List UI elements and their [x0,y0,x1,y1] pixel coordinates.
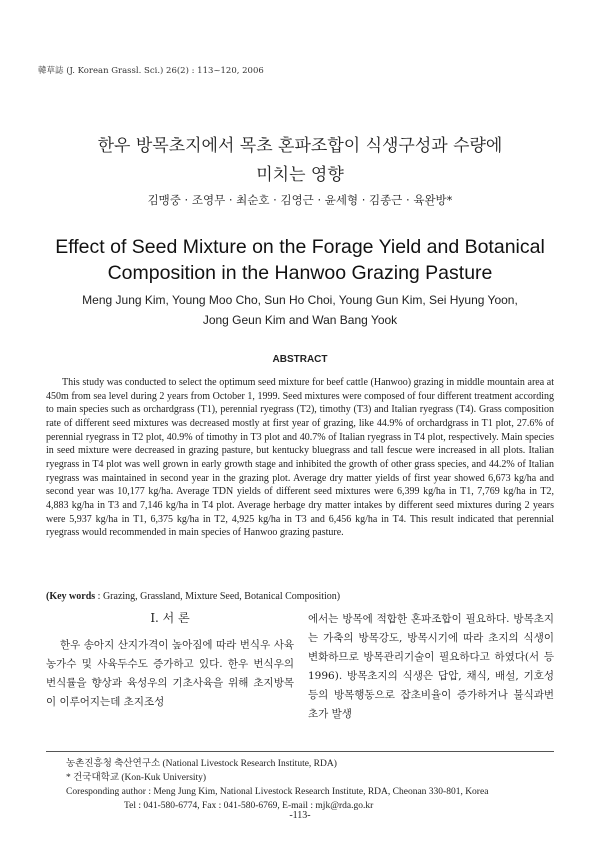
corresponding-author: Coresponding author : Meng Jung Kim, National Livestock Research Institute, RDA, Cheonan 330-801, Korea [66,787,489,797]
english-title-line-2: Composition in the Hanwoo Grazing Pasture [107,262,493,284]
keywords [46,591,554,602]
keywords-label: (Key words [46,591,96,602]
abstract-body: This study was conducted to select the optimum seed mixture for beef cattle (Hanwoo) grazing in middle mountain area at 450m from sea level during 2 years from October 1, 1999. Seed mixtures were composed of four different treatment according to main species such as orchardgrass (T1), perennial ryegrass (T2), timothy (T3) and Italian ryegrass (T4). Grass composition rate of different seed mixtures was decreased mostly at first year of grazing, like 44.9% of orchardgrass in T1 plot, 27.6% of perennial ryegrass in T2 plot, 40.9% of timothy in T3 plot and 40.7% of Italian ryegrass in T4 plot, respectively. Main species in seed mixture were decreased in grazing pasture, but kentucky bluegrass and tall fescue were increased in all plots. Italian ryegrass in T4 plot was well grown in early growth stage and inhibited the growth of other grass species, and 44.2% of Italian ryegrass was maintained in second year in the grazing plot. Average dry matter yields of first year showed 6,673 kg/ha and second year was 10,177 kg/ha. Average TDN yields of different seed mixtures were 6,399 kg/ha in T1, 7,769 kg/ha in T2, 4,883 kg/ha in T3 and 7,146 kg/ha in T4 plot. Average herbage dry matter intakes by different seed mixtures during 2 years were 5,937 kg/ha in T1, 6,375 kg/ha in T2, 4,925 kg/ha in T3 and 6,456 kg/ha in T4. This result indicated that perennial ryegrass would recommended in main species of Hanwoo grazing pasture. [46,377,554,539]
english-authors-line-2: Jong Geun Kim and Wan Bang Yook [202,313,398,327]
section-heading-introduction: Ⅰ. 서 론 [150,611,190,625]
affiliation-1: 농촌진흥청 축산연구소 (National Livestock Research Institute, RDA) [66,759,337,769]
contact-info: Tel : 041-580-6774, Fax : 041-580-6769, E-mail : mjk@rda.go.kr [124,801,374,811]
journal-citation: 韓草誌 (J. Korean Grassl. Sci.) 26(2) : 113~120, 2006 [38,66,264,76]
abstract-heading: ABSTRACT [272,354,328,365]
page-number: -113- [289,810,311,821]
korean-authors: 김맹중 · 조영무 · 최순호 · 김영근 · 윤세형 · 김종근 · 육완방* [147,193,453,207]
affiliation-2: * 건국대학교 (Kon-Kuk University) [66,773,207,783]
keywords-text: : Grazing, Grassland, Mixture Seed, Botanical Composition) [95,591,341,602]
footnotes [66,757,488,813]
english-title-line-1: Effect of Seed Mixture on the Forage Yield and Botanical [55,236,545,258]
intro-column-right: 에서는 방목에 적합한 혼파조합이 필요하다. 방목초지는 가축의 방목강도, 방목시기에 따라 초지의 식생이 변화하므로 방목관리기술이 필요하다고 하였다(서 등 1996). 방목초지의 식생은 답압, 채식, 배설, 기호성 등의 방목행동으로 잡초비율이 증가하거나 불식과번초가 발생 [308,613,554,720]
footnote-divider [46,751,554,752]
intro-column-left: 한우 송아지 산지가격이 높아짐에 따라 번식우 사육 농가수 및 사육두수도 증가하고 있다. 한우 번식우의 번식률을 향상과 육성우의 기초사육을 위해 초지방목이 이루어지는데 초지조성 [46,639,294,708]
korean-title-line-2: 미치는 영향 [256,165,344,185]
korean-title-line-1: 한우 방목초지에서 목초 혼파조합이 식생구성과 수량에 [97,136,503,156]
english-authors-line-1: Meng Jung Kim, Young Moo Cho, Sun Ho Choi, Young Gun Kim, Sei Hyung Yoon, [82,293,518,307]
